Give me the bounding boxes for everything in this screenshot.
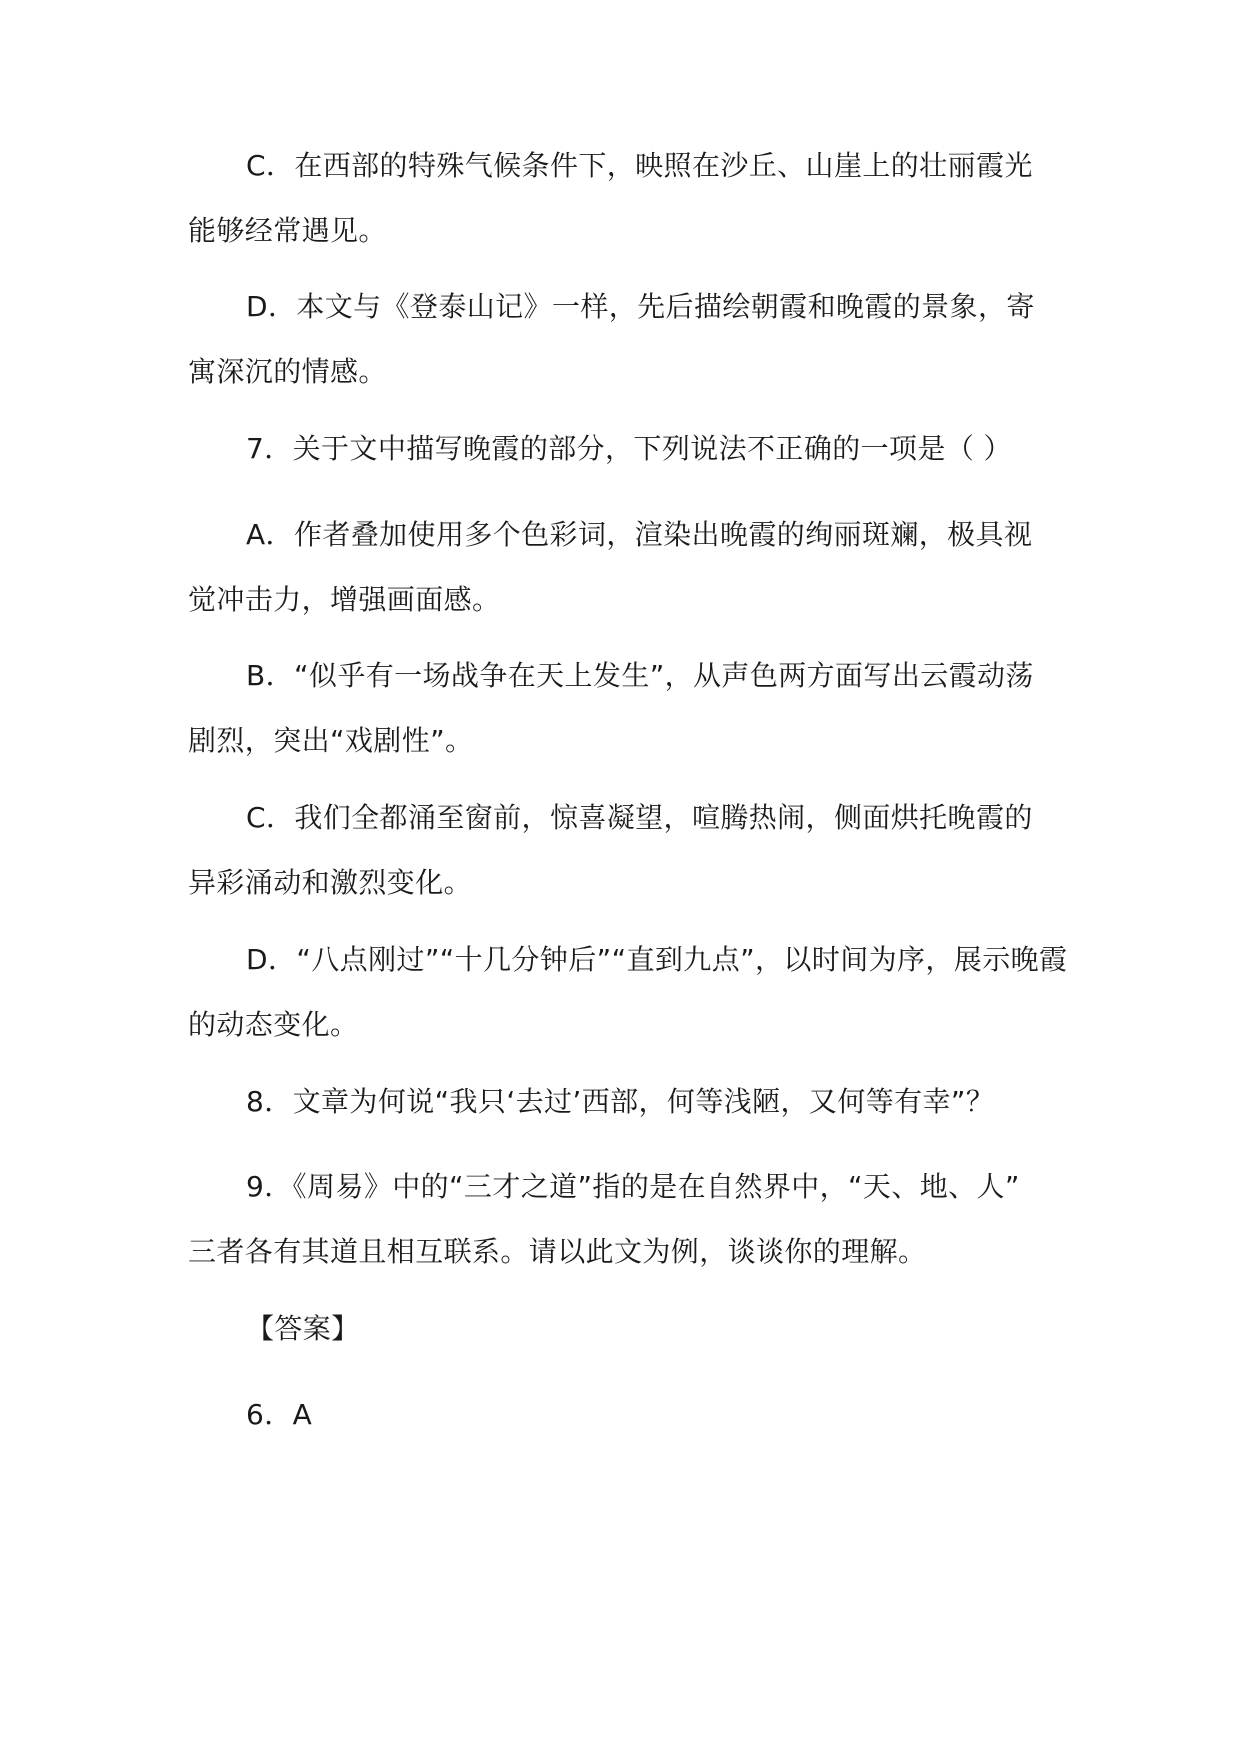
option-7c-line-1: C．我们全都涌至窗前，惊喜凝望，喧腾热闹，侧面烘托晚霞的 [246,801,1033,834]
option-7c-paragraph [188,785,1056,915]
option-7a-line-2: 觉冲击力，增强画面感。 [188,583,501,616]
question-8-paragraph [188,1069,1056,1134]
question-8-line-1: 8．文章为何说“我只‘去过’西部，何等浅陋，又何等有幸”？ [246,1085,995,1118]
question-9-line-1: 9．《周易》中的“三才之道”指的是在自然界中，“天、地、人” [246,1170,1020,1203]
answer-6-text: 6．A [246,1398,313,1431]
answer-6 [188,1382,1056,1447]
option-6c-line-1: C．在西部的特殊气候条件下，映照在沙丘、山崖上的壮丽霞光 [246,149,1033,182]
option-7b-line-1: B．“似乎有一场战争在天上发生”，从声色两方面写出云霞动荡 [246,659,1034,692]
option-6d-line-2: 寓深沉的情感。 [188,355,387,388]
option-7c-line-2: 异彩涌动和激烈变化。 [188,866,473,899]
question-9-paragraph [188,1154,1056,1284]
question-7-paragraph [188,416,1056,481]
option-7b-paragraph [188,643,1056,773]
option-7d-paragraph [188,927,1068,1057]
question-9-line-2: 三者各有其道且相互联系。请以此文为例，谈谈你的理解。 [188,1235,927,1268]
option-6c-line-2: 能够经常遇见。 [188,214,387,247]
option-6d-paragraph [188,274,1056,404]
option-7a-paragraph [188,502,1056,632]
option-7d-line-1: D．“八点刚过”“十几分钟后”“直到九点”，以时间为序，展示晚霞 [246,943,1068,976]
option-6c-paragraph [188,133,1056,263]
option-6d-line-1: D．本文与《登泰山记》一样，先后描绘朝霞和晚霞的景象，寄 [246,290,1035,323]
question-7-line-1: 7．关于文中描写晚霞的部分，下列说法不正确的一项是（ ） [246,432,1012,465]
answer-heading-text: 【答案】 [246,1312,360,1345]
option-7a-line-1: A．作者叠加使用多个色彩词，渲染出晚霞的绚丽斑斓，极具视 [246,518,1033,551]
option-7b-line-2: 剧烈，突出“戏剧性”。 [188,724,474,757]
option-7d-line-2: 的动态变化。 [188,1008,359,1041]
answer-heading [188,1296,1056,1361]
